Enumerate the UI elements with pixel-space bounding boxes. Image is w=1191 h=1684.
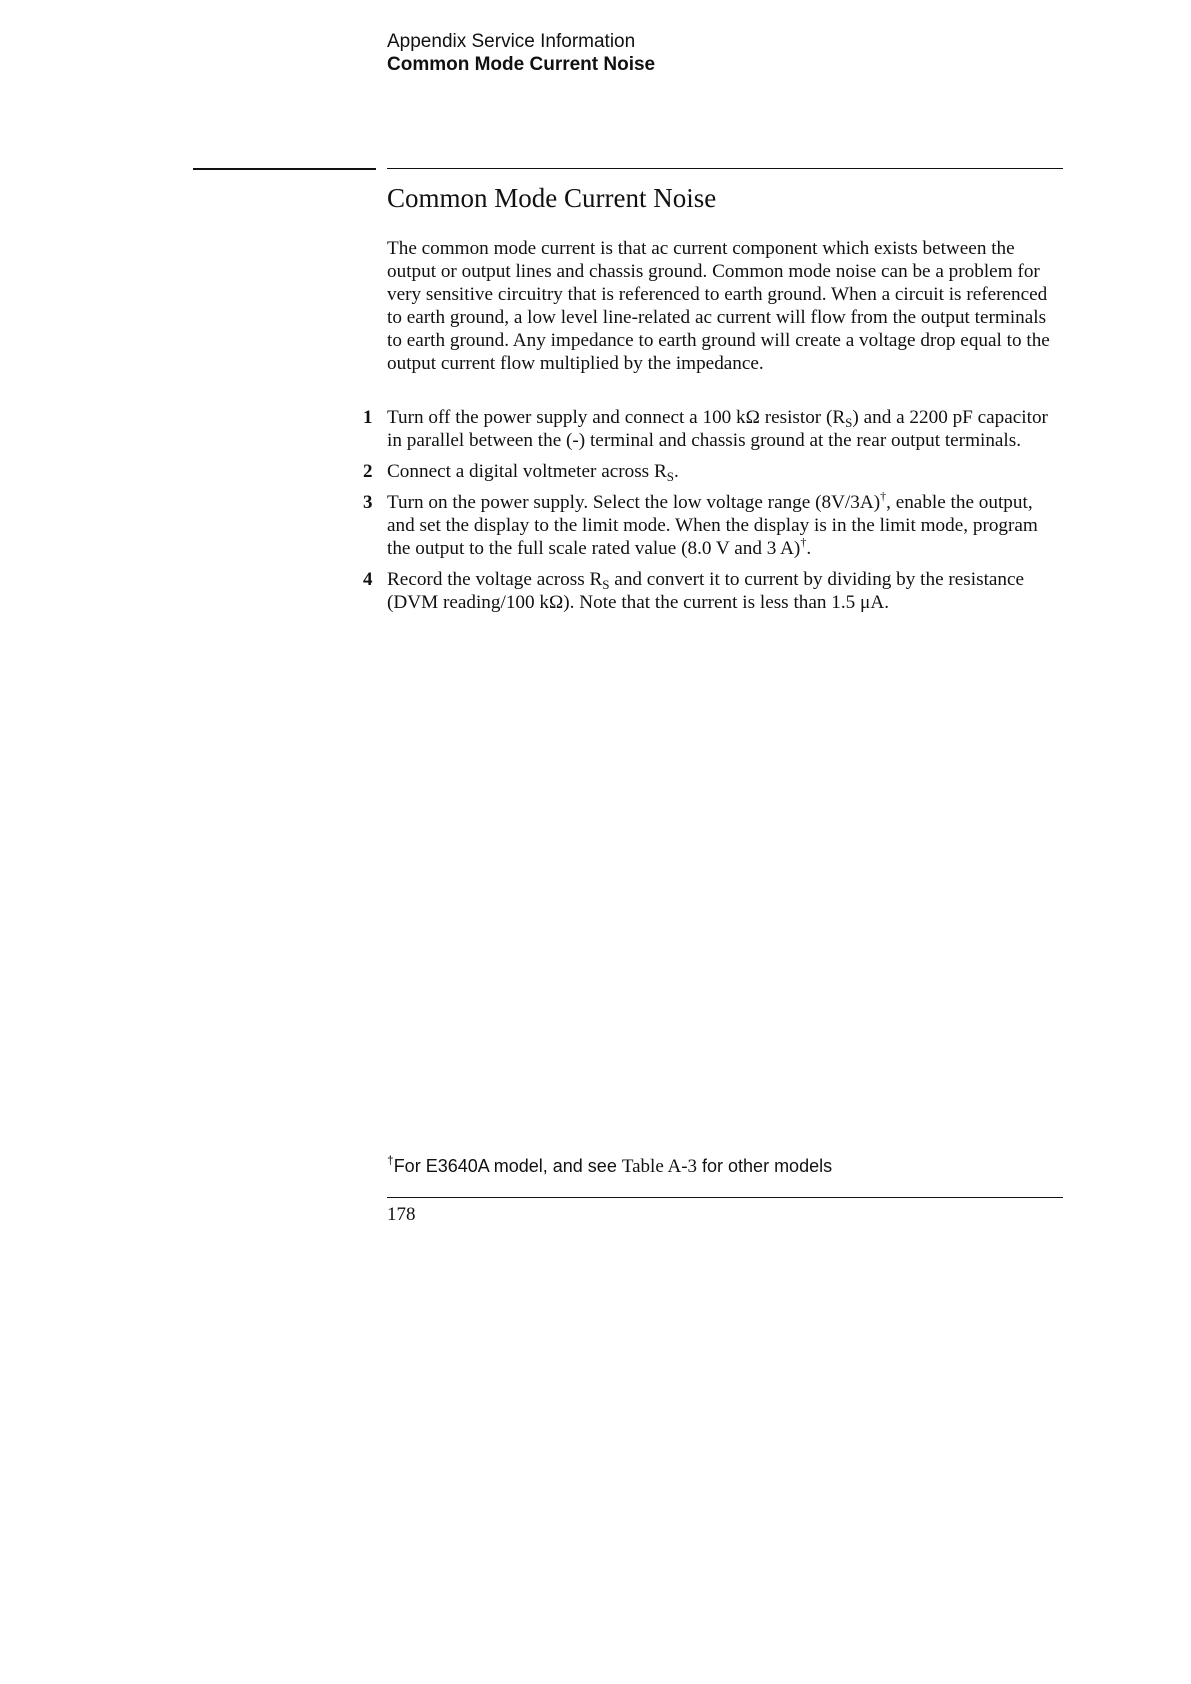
step-text-part: ) and a 2200 pF capacitor in parallel between the (-) terminal and chassis ground at the rear output terminals.: [387, 407, 1048, 451]
footnote: [387, 1155, 832, 1178]
step-4: [363, 568, 1063, 614]
subscript: S: [666, 469, 674, 484]
header-chapter: Appendix Service Information: [387, 31, 636, 52]
intro-paragraph: The common mode current is that ac current component which exists between the output or output lines and chassis ground. Common mode noise can be a problem for very sensitive circuitry that is referenced to earth ground. When a circuit is referenced to earth ground, a low level line-related ac current will flow from the output terminals to earth ground. Any impedance to earth ground will create a voltage drop equal to the output current flow multiplied by the impedance.: [387, 238, 1050, 374]
section-title: Common Mode Current Noise: [387, 183, 717, 213]
step-text-part: and convert it to current by dividing by the resistance (DVM reading/100 kΩ). Note that the current is less than 1.5 μA.: [387, 569, 1025, 613]
step-text-part: .: [806, 538, 812, 559]
step-text-part: , enable the output, and set the display to the limit mode. When the display is in the limit mode, program the output to the full scale rated value (8.0 V and 3 A): [387, 492, 1038, 559]
step-text-part: Connect a digital voltmeter across R: [387, 461, 667, 482]
step-text: [387, 406, 1063, 452]
step-number: 1: [363, 407, 373, 428]
step-text-part: Turn on the power supply. Select the low voltage range (8V/3A): [387, 492, 881, 513]
running-header: [387, 30, 655, 76]
page-number: 178: [387, 1204, 416, 1225]
dagger-mark: †: [880, 489, 887, 503]
footnote-text-end: for other models: [697, 1156, 833, 1176]
footnote-mark: †: [387, 1153, 394, 1167]
footer-rule: [387, 1197, 1063, 1198]
header-rule-left: [193, 168, 376, 170]
step-2: [363, 460, 1063, 484]
step-number: 3: [363, 492, 373, 513]
step-text-part: Record the voltage across R: [387, 569, 603, 590]
dagger-mark: †: [800, 535, 807, 549]
step-text-part: .: [673, 461, 679, 482]
step-1: [363, 406, 1063, 452]
step-number: 2: [363, 461, 373, 482]
subscript: S: [602, 577, 610, 592]
subscript: S: [845, 415, 853, 430]
step-3: [363, 489, 1063, 560]
table-reference: Table A-3: [621, 1156, 698, 1177]
step-text: [387, 491, 1063, 560]
header-section: Common Mode Current Noise: [387, 54, 656, 75]
header-rule-right: [387, 168, 1063, 169]
step-number: 4: [363, 569, 373, 590]
step-text-part: Turn off the power supply and connect a 100 kΩ resistor (R: [387, 407, 846, 428]
footnote-text: For E3640A model, and see: [393, 1156, 622, 1176]
procedure-steps: [0, 406, 1191, 622]
step-text: [387, 568, 1063, 614]
step-text: [387, 460, 1063, 483]
